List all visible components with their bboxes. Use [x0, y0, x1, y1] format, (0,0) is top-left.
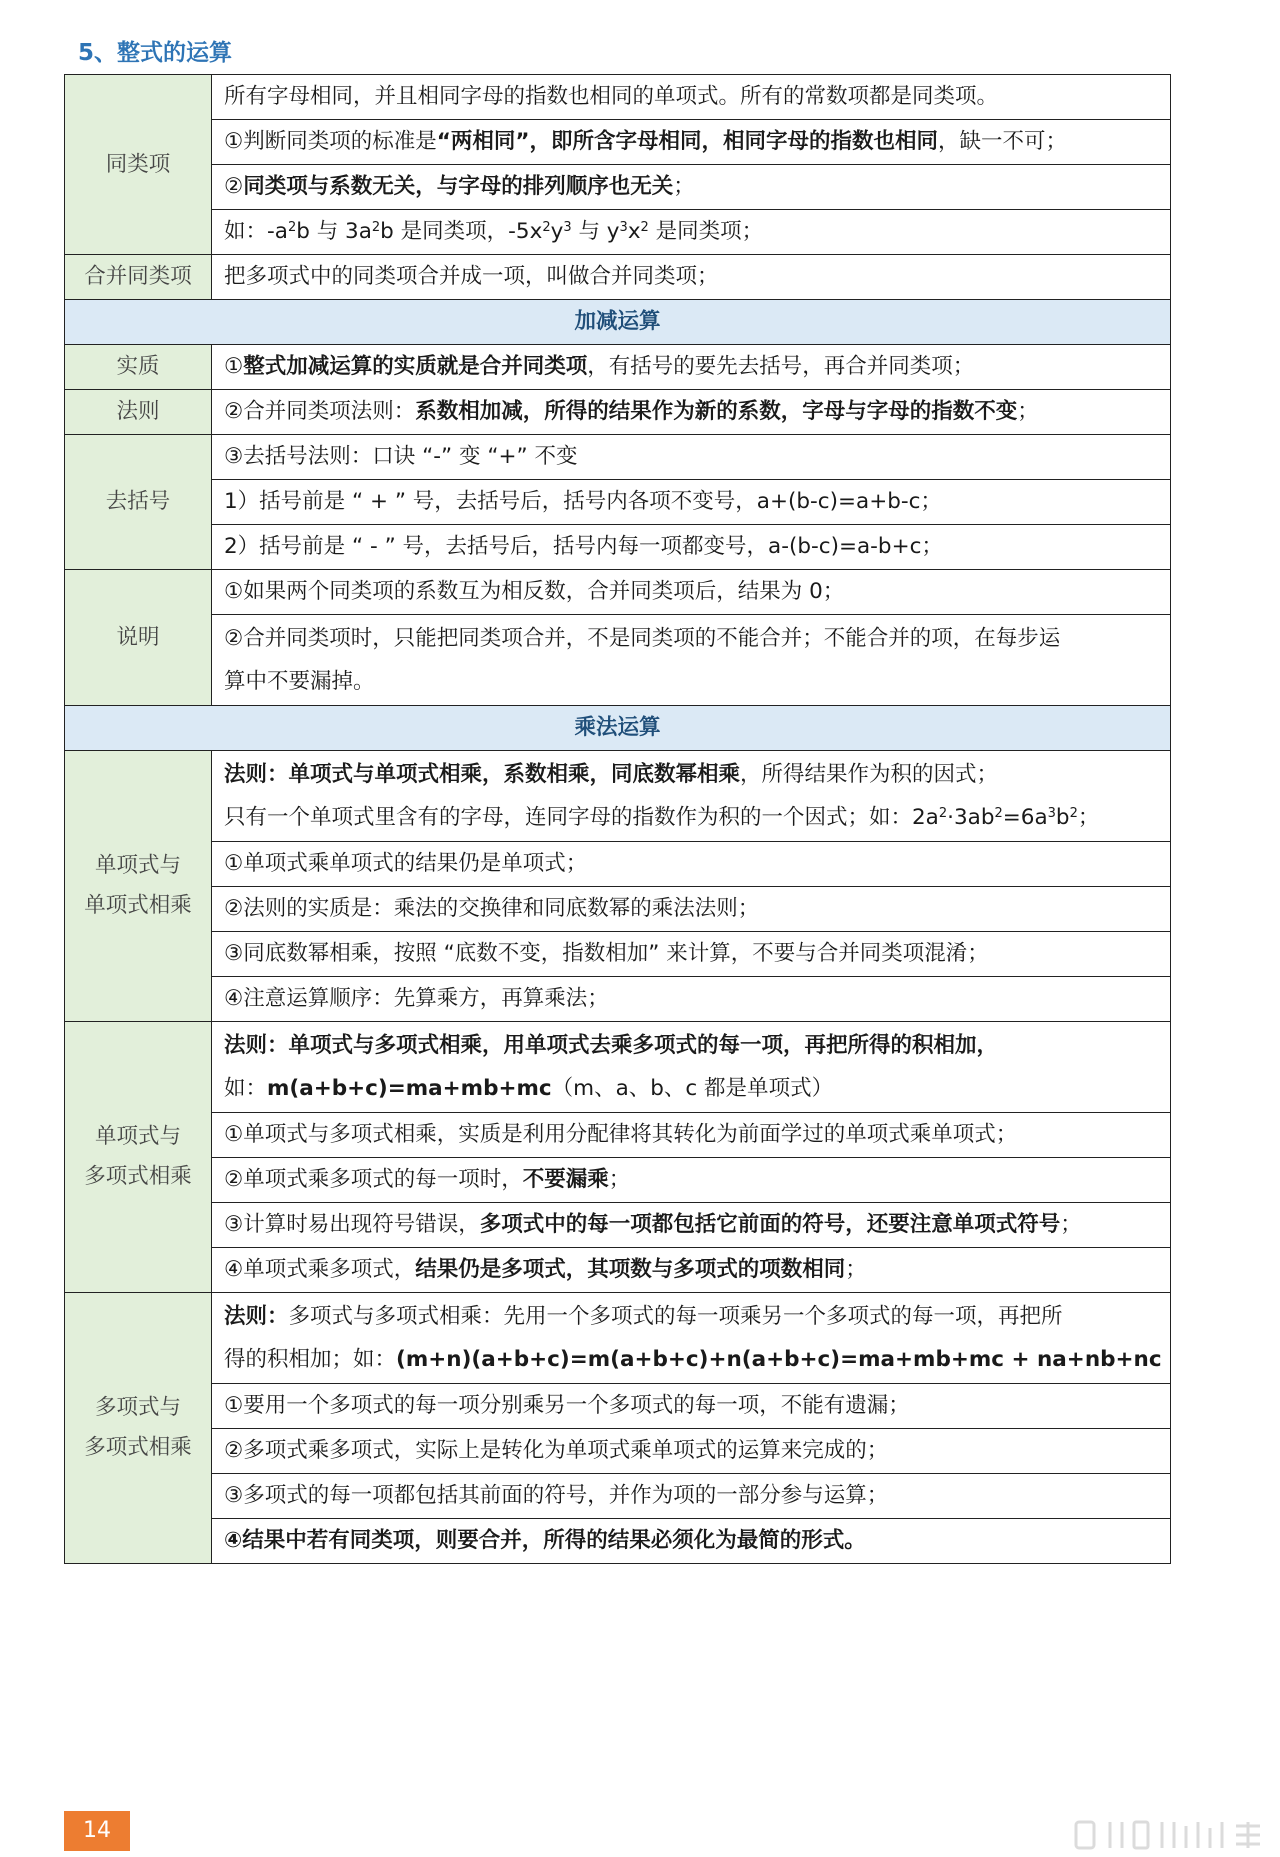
dan-dan-item: ①单项式乘单项式的结果仍是单项式； [212, 842, 1171, 887]
table-row [65, 1113, 1171, 1158]
dan-duo-item: ④单项式乘多项式，结果仍是多项式，其项数与多项式的项数相同； [212, 1248, 1171, 1293]
watermark-icon [1070, 1816, 1270, 1852]
header-chengfa: 乘法运算 [65, 706, 1171, 751]
header-jiajian: 加减运算 [65, 300, 1171, 345]
row-label-dan-duo: 单项式与 多项式相乘 [65, 1022, 212, 1293]
table-row [65, 255, 1171, 300]
criterion-text: ①判断同类项的标准是“两相同”，即所含字母相同，相同字母的指数也相同，缺一不可； [212, 120, 1171, 165]
example-text: 如：$-a^2b$ 与 $3a^2b$ 是同类项，$-5x^2y^3$ 与 $y^3x^2$ 是同类项； [212, 210, 1171, 255]
dan-duo-item: ③计算时易出现符号错误，多项式中的每一项都包括它前面的符号，还要注意单项式符号； [212, 1203, 1171, 1248]
row-label-shizhi: 实质 [65, 345, 212, 390]
section-title: 5、整式的运算 [78, 40, 233, 66]
table-row [65, 751, 1171, 842]
row-label-tongleixiang: 同类项 [65, 75, 212, 255]
table-row [65, 1203, 1171, 1248]
table-row [65, 120, 1171, 165]
dan-dan-rule: 法则：单项式与单项式相乘，系数相乘，同底数幂相乘，所得结果作为积的因式； 只有一个单项式里含有的字母，连同字母的指数作为积的一个因式；如：$2a^2\cdot 3ab^2=6a^3b^2$； [212, 751, 1171, 842]
section-header-row [65, 300, 1171, 345]
shizhi-text: ①整式加减运算的实质就是合并同类项，有括号的要先去括号，再合并同类项； [212, 345, 1171, 390]
table-row [65, 435, 1171, 480]
table-row [65, 345, 1171, 390]
table-row [65, 165, 1171, 210]
quguohao-rule: ③去括号法则：口诀 “-” 变 “+” 不变 [212, 435, 1171, 480]
row-label-shuoming: 说明 [65, 570, 212, 706]
table-row [65, 1519, 1171, 1564]
dan-duo-item: ②单项式乘多项式的每一项时，不要漏乘； [212, 1158, 1171, 1203]
dan-dan-item: ②法则的实质是：乘法的交换律和同底数幂的乘法法则； [212, 887, 1171, 932]
table-row [65, 932, 1171, 977]
table-row [65, 1384, 1171, 1429]
duo-duo-item: ②多项式乘多项式，实际上是转化为单项式乘单项式的运算来完成的； [212, 1429, 1171, 1474]
table-row [65, 842, 1171, 887]
faze-text: ②合并同类项法则：系数相加减，所得的结果作为新的系数，字母与字母的指数不变； [212, 390, 1171, 435]
hebing-text: 把多项式中的同类项合并成一项，叫做合并同类项； [212, 255, 1171, 300]
section-header-row [65, 706, 1171, 751]
table-row [65, 1248, 1171, 1293]
row-label-quguohao: 去括号 [65, 435, 212, 570]
table-row [65, 1022, 1171, 1113]
dan-duo-rule: 法则：单项式与多项式相乘，用单项式去乘多项式的每一项，再把所得的积相加， 如：m(a+b+c)=ma+mb+mc（m、a、b、c 都是单项式） [212, 1022, 1171, 1113]
table-row [65, 1158, 1171, 1203]
dan-dan-item: ④注意运算顺序：先算乘方，再算乘法； [212, 977, 1171, 1022]
shuoming-2: ②合并同类项时，只能把同类项合并，不是同类项的不能合并；不能合并的项，在每步运 算中不要漏掉。 [212, 615, 1171, 706]
table-row [65, 615, 1171, 706]
table-row [65, 1293, 1171, 1384]
page-number: 14 [64, 1811, 130, 1851]
duo-duo-item: ①要用一个多项式的每一项分别乘另一个多项式的每一项，不能有遗漏； [212, 1384, 1171, 1429]
table-row [65, 977, 1171, 1022]
shuoming-1: ①如果两个同类项的系数互为相反数，合并同类项后，结果为 0； [212, 570, 1171, 615]
duo-duo-item: ③多项式的每一项都包括其前面的符号，并作为项的一部分参与运算； [212, 1474, 1171, 1519]
table-row [65, 525, 1171, 570]
math-summary-table [64, 74, 1171, 1564]
duo-duo-rule: 法则：多项式与多项式相乘：先用一个多项式的每一项乘另一个多项式的每一项，再把所 得的积相加；如：(m+n)(a+b+c)=m(a+b+c)+n(a+b+c)=ma+mb+mc + na+nb+nc [212, 1293, 1171, 1384]
row-label-duo-duo: 多项式与 多项式相乘 [65, 1293, 212, 1564]
table-row [65, 210, 1171, 255]
table-row [65, 887, 1171, 932]
row-label-hebing: 合并同类项 [65, 255, 212, 300]
quguohao-plus: 1）括号前是 “ + ” 号，去括号后，括号内各项不变号，a+(b-c)=a+b-c； [212, 480, 1171, 525]
table-row [65, 75, 1171, 120]
row-label-dan-dan: 单项式与 单项式相乘 [65, 751, 212, 1022]
dan-duo-item: ①单项式与多项式相乘，实质是利用分配律将其转化为前面学过的单项式乘单项式； [212, 1113, 1171, 1158]
quguohao-minus: 2）括号前是 “ - ” 号，去括号后，括号内每一项都变号，a-(b-c)=a-b+c； [212, 525, 1171, 570]
table-row [65, 570, 1171, 615]
dan-dan-item: ③同底数幂相乘，按照 “底数不变，指数相加” 来计算，不要与合并同类项混淆； [212, 932, 1171, 977]
table-row [65, 480, 1171, 525]
table-row [65, 1429, 1171, 1474]
table-row [65, 390, 1171, 435]
definition-text: 所有字母相同，并且相同字母的指数也相同的单项式。所有的常数项都是同类项。 [212, 75, 1171, 120]
independence-text: ②同类项与系数无关，与字母的排列顺序也无关； [212, 165, 1171, 210]
table-row [65, 1474, 1171, 1519]
row-label-faze: 法则 [65, 390, 212, 435]
duo-duo-item: ④结果中若有同类项，则要合并，所得的结果必须化为最简的形式。 [212, 1519, 1171, 1564]
